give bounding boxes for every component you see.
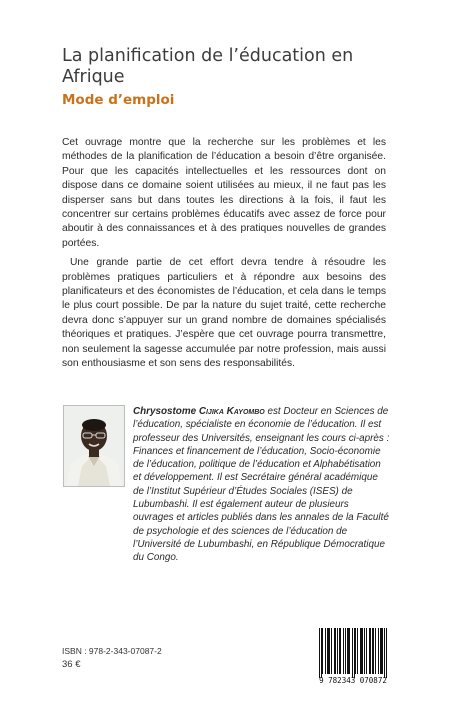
- barcode-bar: [337, 628, 338, 674]
- author-first-name: Chrysostome: [133, 406, 197, 417]
- price-label: 36 €: [62, 659, 81, 670]
- author-last-name: Cijika Kayombo: [198, 406, 265, 417]
- author-photo: [63, 405, 125, 487]
- barcode-bar: [360, 628, 361, 674]
- barcode-bar: [343, 628, 344, 674]
- barcode-bar: [382, 628, 383, 674]
- barcode-bar: [361, 628, 362, 674]
- barcode-bar: [322, 628, 323, 674]
- barcode-bar: [380, 628, 381, 674]
- paragraph-2: Une grande partie de cet effort devra tendre à résoudre les problèmes pratiques particuliers et à répondre aux besoins des planificateurs et des économistes de l’éducation, et cela dans le temps le plus court possible. De par la nature du sujet traité, cette recherche devra donc s’appuyer sur un grand nombre de domaines spécialisés théoriques et pratiques. J’espère que cet ouvrage pourra transmettre, non seulement la sagesse accumulée par notre profession, mais aussi son enthousiasme et son sens des responsabilités.: [62, 257, 386, 370]
- barcode-bar: [331, 628, 332, 674]
- barcode-bar: [373, 628, 374, 674]
- barcode-bar: [375, 628, 376, 674]
- barcode-bar: [348, 628, 349, 674]
- barcode-bar: [327, 628, 328, 674]
- barcode-digits: 9 782343 070872: [319, 676, 387, 685]
- barcode-bar: [369, 628, 370, 674]
- author-portrait-image: [64, 406, 124, 486]
- barcode-bar: [384, 628, 385, 678]
- barcode-bar: [347, 628, 348, 674]
- barcode-bar: [345, 628, 346, 674]
- barcode-bar: [386, 628, 387, 678]
- barcode-bar: [349, 628, 350, 674]
- author-bio-text: est Docteur en Sciences de l’éducation, spécialiste en économie de l’éducation. Il est professeur des Universités, enseignant les cours ci-après : Finances et financement de l’éducation, Socio-économie de l’éducation, politique de l’éducation et Alphabétisation et développement. Il est Secrétaire général académique de l’Institut Supérieur d’Études Sociales (ISES) de Lubumbashi. Il est également auteur de plusieurs ouvrages et articles publiés dans les annales de la Faculté de psychologie et des sciences de l’éducation de l’Université de Lubumbashi, en République Démocratique du Congo.: [133, 406, 390, 564]
- barcode-bar: [352, 628, 353, 678]
- barcode-bar: [321, 628, 322, 678]
- barcode-bar: [366, 628, 367, 674]
- barcode-bar: [370, 628, 371, 674]
- author-bio: [133, 405, 391, 565]
- barcode-bar: [339, 628, 340, 674]
- paragraph-1: Cet ouvrage montre que la recherche sur les problèmes et les méthodes de la planification de l’éducation a besoin d’être organisée. Pour que les capacités intellectuelles et les ressources dont on dispose dans ce domaine soient utilisées au mieux, il ne faut pas les disperser sans but dans toutes les directions à la fois, il faut les concentrer sur certains problèmes éducatifs avec assez de force pour aboutir à des connaissances et à des pratiques nouvelles de grandes portées.: [62, 137, 386, 249]
- barcode-bar: [357, 628, 358, 674]
- barcode-bar: [325, 628, 326, 674]
- barcode-bar: [378, 628, 379, 674]
- barcode-bar: [372, 628, 373, 674]
- isbn-label: ISBN : 978-2-343-07087-2: [62, 646, 162, 656]
- barcode-bar: [328, 628, 329, 674]
- barcode-bar: [319, 628, 320, 678]
- barcode-bar: [354, 628, 355, 678]
- back-cover-text: [62, 136, 386, 372]
- book-subtitle: Mode d’emploi: [62, 92, 175, 108]
- barcode-bar: [335, 628, 336, 674]
- book-title: La planification de l’éducation en Afrique: [62, 46, 354, 87]
- barcode-bar: [381, 628, 382, 674]
- barcode-bar: [364, 628, 365, 674]
- barcode-bar: [362, 628, 363, 674]
- barcode-bar: [355, 628, 356, 674]
- barcode-bar: [329, 628, 330, 674]
- barcode-bar: [340, 628, 341, 674]
- barcode-bar: [334, 628, 335, 674]
